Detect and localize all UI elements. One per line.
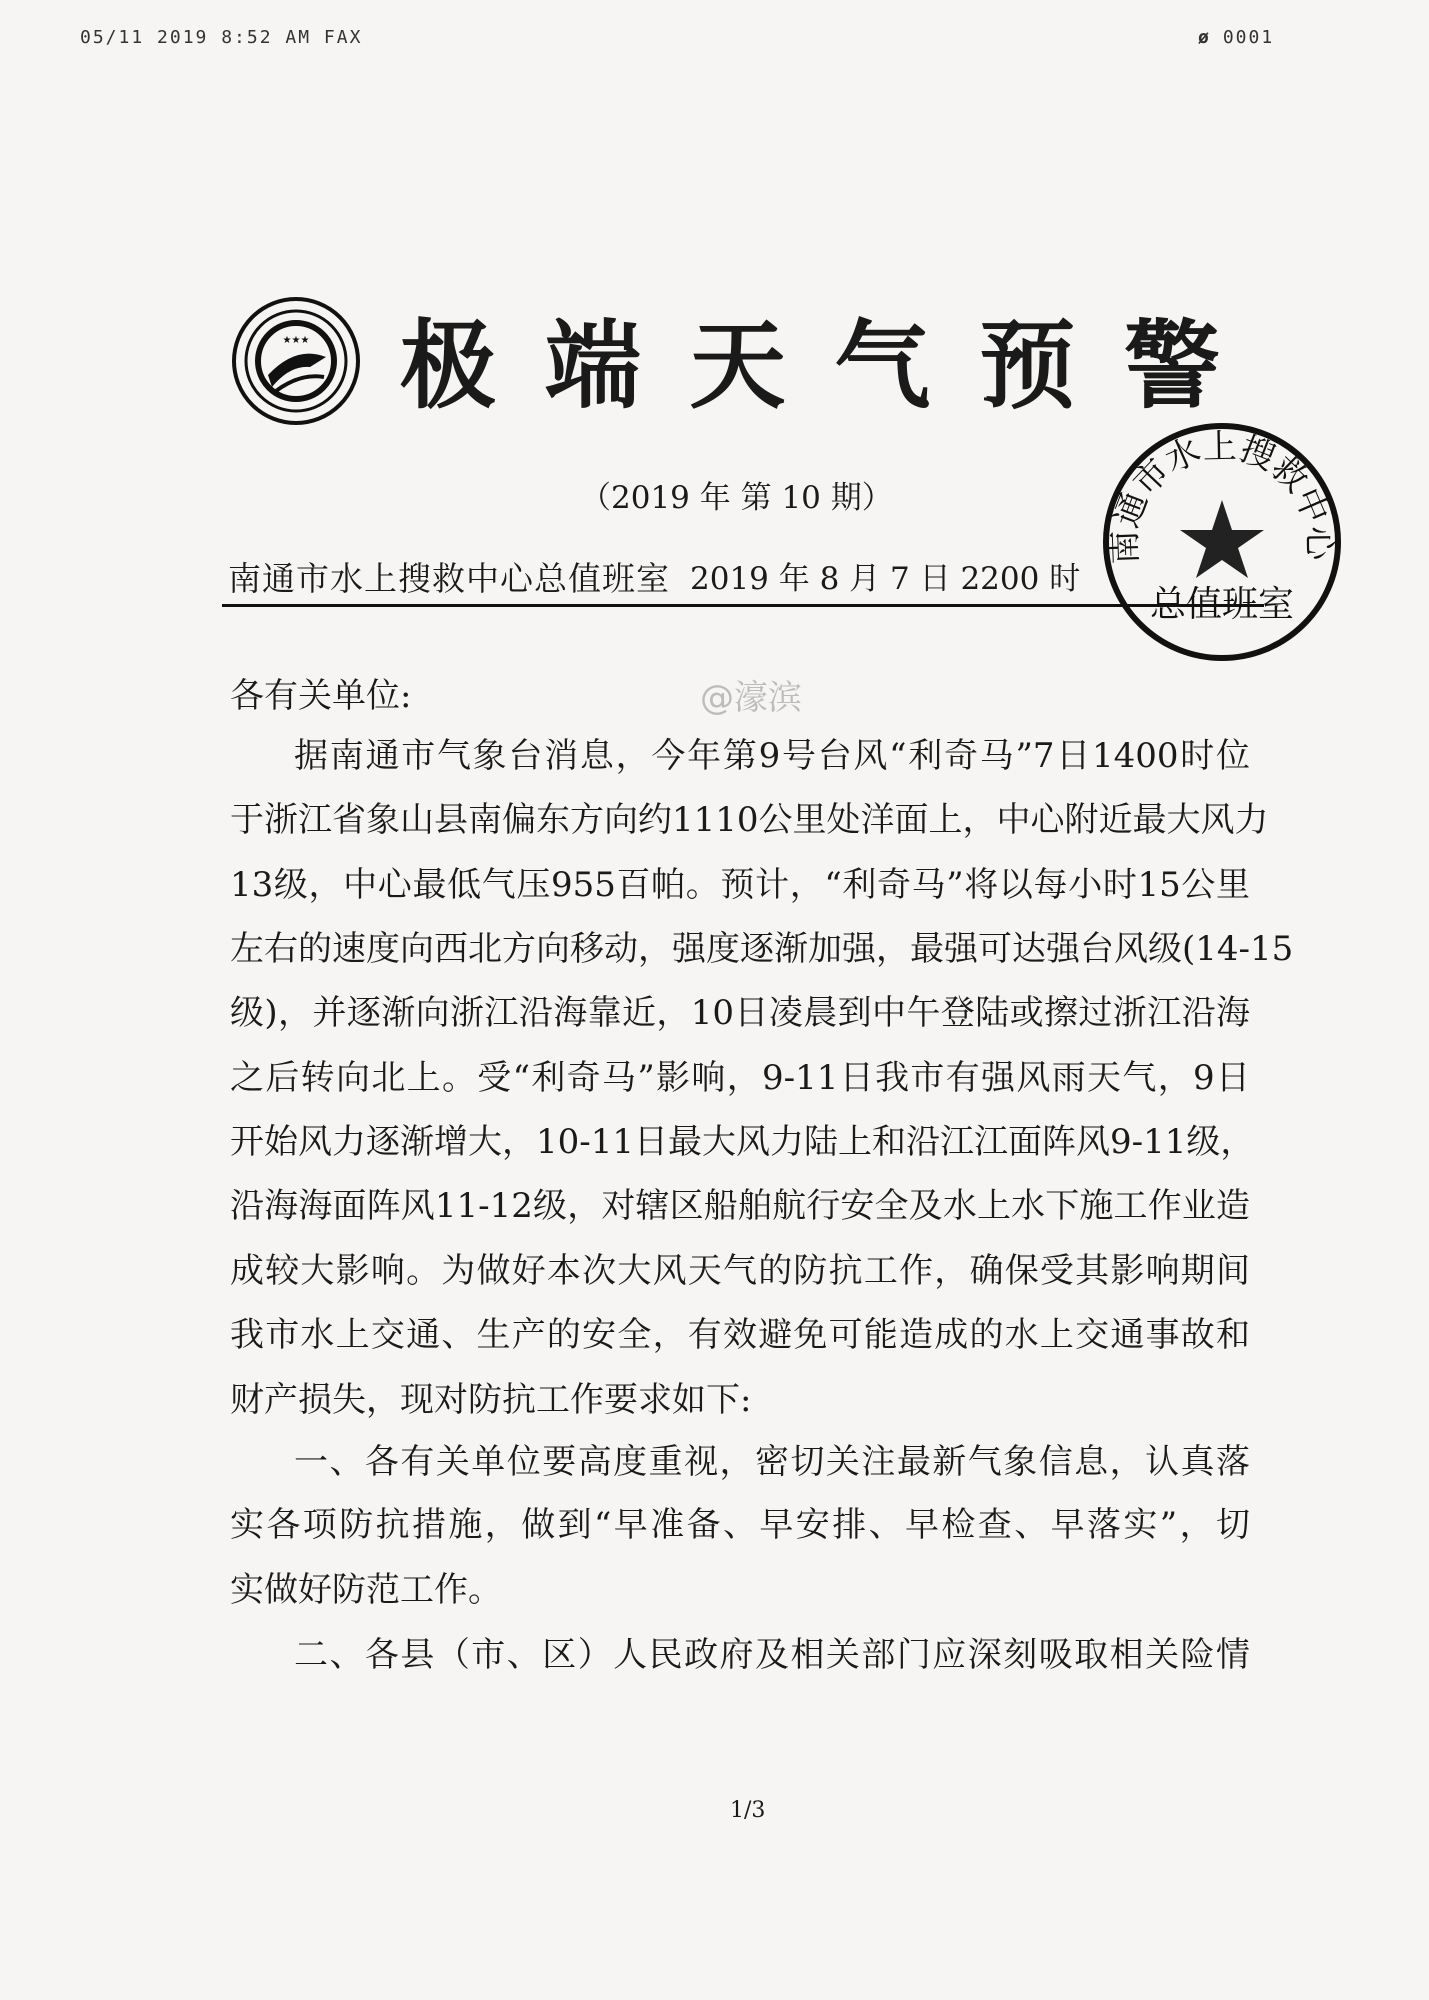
body-line: 沿海海面阵风11-12级，对辖区船舶航行安全及水上水下施工作业造 [230,1186,1250,1226]
body-line: 级)，并逐渐向浙江沿海靠近，10日凌晨到中午登陆或擦过浙江沿海 [230,993,1250,1033]
china-msa-logo [230,295,362,427]
body-line: 二、各县（市、区）人民政府及相关部门应深刻吸取相关险情 [294,1635,1250,1675]
body-line: 实做好防范工作。 [230,1570,502,1610]
official-stamp [1100,420,1344,664]
body-line: 成较大影响。为做好本次大风天气的防抗工作，确保受其影响期间 [230,1251,1250,1291]
watermark: @濠滨 [700,678,802,718]
stamp-arc-text: 南通市水上搜救中心 [1104,426,1340,565]
title-char: 警 [1123,309,1220,422]
title-char: 气 [834,309,931,422]
title-char: 天 [689,309,786,422]
fax-page-counter [1198,27,1274,48]
page-number: 1/3 [730,1798,766,1823]
svg-text:★★★: ★★★ [282,335,310,346]
issue-date: 2019 年 8 月 7 日 2200 时 [690,561,1081,597]
issuer: 南通市水上搜救中心总值班室 [228,559,670,598]
salutation: 各有关单位: [230,676,412,716]
body-line: 左右的速度向西北方向移动，强度逐渐加强，最强可达强台风级(14-15 [230,929,1294,969]
body-line: 13级，中心最低气压955百帕。预计，“利奇马”将以每小时15公里 [230,865,1250,905]
issue-number: （2019 年 第 10 期） [580,480,893,516]
body-line: 我市水上交通、生产的安全，有效避免可能造成的水上交通事故和 [230,1315,1250,1355]
title-char: 极 [400,309,496,422]
body-line: 于浙江省象山县南偏东方向约1110公里处洋面上，中心附近最大风力 [230,800,1269,840]
fax-page-number: 0001 [1222,27,1275,48]
body-line: 之后转向北上。受“利奇马”影响，9-11日我市有强风雨天气，9日 [230,1058,1250,1098]
body-line: 实各项防抗措施，做到“早准备、早安排、早检查、早落实”，切 [230,1505,1250,1545]
body-line: 财产损失，现对防抗工作要求如下: [230,1380,752,1420]
document-title [400,290,1220,427]
title-char: 端 [544,309,641,422]
fax-mark-icon: ø [1198,27,1211,48]
body-line: 一、各有关单位要高度重视，密切关注最新气象信息，认真落 [294,1442,1250,1482]
stamp-bottom-text: 总值班室 [1149,584,1295,625]
title-char: 预 [979,309,1076,422]
body-line: 据南通市气象台消息，今年第9号台风“利奇马”7日1400时位 [294,736,1250,776]
fax-timestamp: 05/11 2019 8:52 AM FAX [80,27,363,48]
body-line: 开始风力逐渐增大，10-11日最大风力陆上和沿江江面阵风9-11级， [230,1122,1255,1162]
